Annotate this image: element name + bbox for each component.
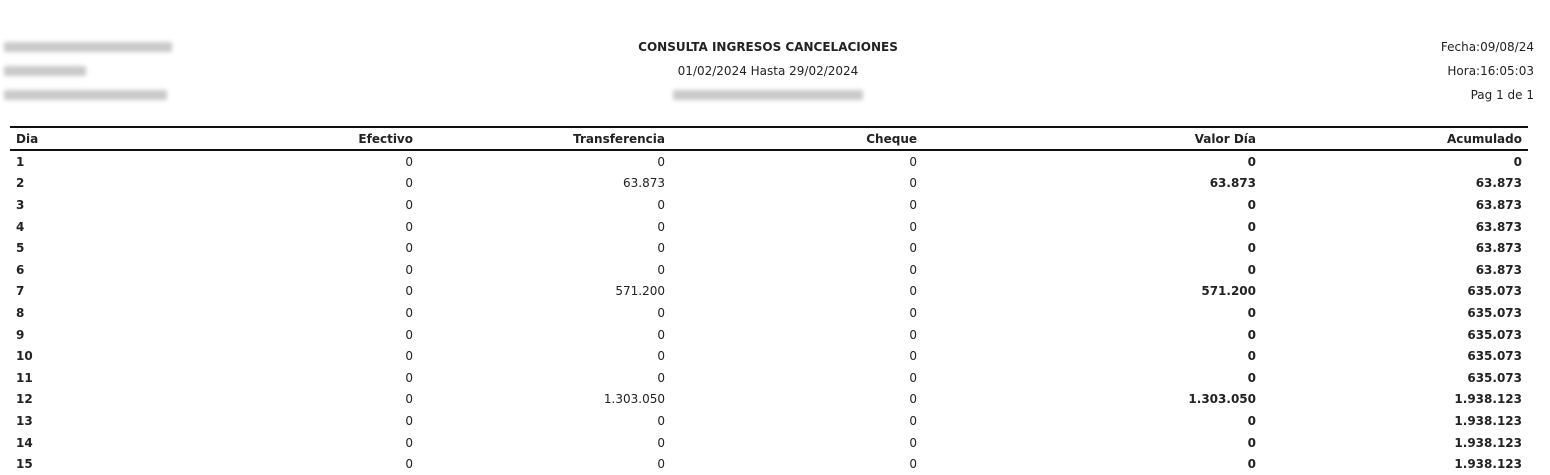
cell-transferencia: 571.200 <box>615 284 665 299</box>
cell-transferencia: 0 <box>657 413 665 428</box>
cell-dia: 6 <box>16 262 25 277</box>
cell-acumulado: 63.873 <box>1475 176 1522 191</box>
table-row <box>10 281 1528 303</box>
cell-efectivo: 0 <box>405 305 413 320</box>
report-time: Hora:16:05:03 <box>1447 64 1534 78</box>
cell-transferencia: 0 <box>657 262 665 277</box>
cell-valor-dia: 571.200 <box>1201 284 1256 299</box>
cell-dia: 15 <box>16 457 33 472</box>
cell-acumulado: 63.873 <box>1475 219 1522 234</box>
table-row <box>10 173 1528 195</box>
cell-cheque: 0 <box>909 284 917 299</box>
cell-valor-dia: 0 <box>1247 241 1256 256</box>
cell-efectivo: 0 <box>405 262 413 277</box>
cell-cheque: 0 <box>909 305 917 320</box>
cell-transferencia: 0 <box>657 457 665 472</box>
redacted-report-subtitle <box>673 90 863 100</box>
cell-cheque: 0 <box>909 370 917 385</box>
cell-transferencia: 0 <box>657 219 665 234</box>
cell-valor-dia: 63.873 <box>1209 176 1256 191</box>
cell-acumulado: 635.073 <box>1467 284 1522 299</box>
cell-cheque: 0 <box>909 219 917 234</box>
cell-cheque: 0 <box>909 349 917 364</box>
table-header-row <box>10 127 1528 150</box>
cell-efectivo: 0 <box>405 349 413 364</box>
cell-valor-dia: 0 <box>1247 349 1256 364</box>
cell-transferencia: 0 <box>657 197 665 212</box>
cell-cheque: 0 <box>909 327 917 342</box>
cell-acumulado: 1.938.123 <box>1454 392 1522 407</box>
cell-transferencia: 63.873 <box>623 176 665 191</box>
col-header-cheque: Cheque <box>671 127 923 150</box>
cell-dia: 8 <box>16 305 25 320</box>
col-header-acumulado: Acumulado <box>1262 127 1528 150</box>
cell-acumulado: 1.938.123 <box>1454 435 1522 450</box>
table-row <box>10 259 1528 281</box>
cell-acumulado: 63.873 <box>1475 262 1522 277</box>
cell-efectivo: 0 <box>405 176 413 191</box>
cell-dia: 12 <box>16 392 33 407</box>
cell-efectivo: 0 <box>405 154 413 169</box>
cell-cheque: 0 <box>909 392 917 407</box>
cell-efectivo: 0 <box>405 392 413 407</box>
table-row <box>10 453 1528 475</box>
cell-cheque: 0 <box>909 435 917 450</box>
table-row <box>10 324 1528 346</box>
cell-dia: 11 <box>16 370 33 385</box>
col-header-dia: Dia <box>10 127 172 150</box>
cell-efectivo: 0 <box>405 457 413 472</box>
cell-dia: 14 <box>16 435 33 450</box>
cell-cheque: 0 <box>909 154 917 169</box>
col-header-transferencia: Transferencia <box>419 127 671 150</box>
cell-acumulado: 63.873 <box>1475 197 1522 212</box>
cell-cheque: 0 <box>909 241 917 256</box>
cell-dia: 1 <box>16 154 25 169</box>
cell-acumulado: 63.873 <box>1475 241 1522 256</box>
cell-dia: 4 <box>16 219 25 234</box>
cell-efectivo: 0 <box>405 219 413 234</box>
cell-transferencia: 0 <box>657 327 665 342</box>
cell-valor-dia: 0 <box>1247 197 1256 212</box>
cell-transferencia: 0 <box>657 349 665 364</box>
cell-cheque: 0 <box>909 457 917 472</box>
report-header <box>0 0 1550 120</box>
cell-valor-dia: 0 <box>1247 327 1256 342</box>
cell-dia: 9 <box>16 327 25 342</box>
cell-transferencia: 0 <box>657 241 665 256</box>
col-header-efectivo: Efectivo <box>172 127 419 150</box>
cell-cheque: 0 <box>909 176 917 191</box>
cell-acumulado: 1.938.123 <box>1454 457 1522 472</box>
cell-valor-dia: 0 <box>1247 413 1256 428</box>
cell-efectivo: 0 <box>405 284 413 299</box>
cell-dia: 13 <box>16 413 33 428</box>
table-row <box>10 389 1528 411</box>
cell-valor-dia: 0 <box>1247 154 1256 169</box>
cell-cheque: 0 <box>909 413 917 428</box>
col-header-valor-dia: Valor Día <box>923 127 1262 150</box>
cell-dia: 10 <box>16 349 33 364</box>
cell-transferencia: 0 <box>657 370 665 385</box>
cell-valor-dia: 0 <box>1247 219 1256 234</box>
cell-efectivo: 0 <box>405 413 413 428</box>
report-date: Fecha:09/08/24 <box>1440 40 1534 54</box>
cell-efectivo: 0 <box>405 241 413 256</box>
cell-valor-dia: 1.303.050 <box>1188 392 1256 407</box>
table-row <box>10 150 1528 173</box>
cell-valor-dia: 0 <box>1247 262 1256 277</box>
cell-cheque: 0 <box>909 197 917 212</box>
cell-cheque: 0 <box>909 262 917 277</box>
cell-acumulado: 635.073 <box>1467 327 1522 342</box>
cell-acumulado: 635.073 <box>1467 349 1522 364</box>
report-title: CONSULTA INGRESOS CANCELACIONES <box>638 40 898 54</box>
cell-valor-dia: 0 <box>1247 457 1256 472</box>
page-number: Pag 1 de 1 <box>1470 88 1534 102</box>
cell-dia: 7 <box>16 284 25 299</box>
table-row <box>10 216 1528 238</box>
cell-valor-dia: 0 <box>1247 370 1256 385</box>
table-row <box>10 345 1528 367</box>
cell-transferencia: 0 <box>657 435 665 450</box>
cell-transferencia: 1.303.050 <box>603 392 665 407</box>
cell-valor-dia: 0 <box>1247 305 1256 320</box>
table-row <box>10 367 1528 389</box>
cell-transferencia: 0 <box>657 154 665 169</box>
table-row <box>10 237 1528 259</box>
table-row <box>10 410 1528 432</box>
cell-valor-dia: 0 <box>1247 435 1256 450</box>
cell-acumulado: 635.073 <box>1467 305 1522 320</box>
cell-acumulado: 635.073 <box>1467 370 1522 385</box>
report-period: 01/02/2024 Hasta 29/02/2024 <box>677 64 859 78</box>
table-row <box>10 302 1528 324</box>
cell-transferencia: 0 <box>657 305 665 320</box>
income-table <box>10 126 1528 475</box>
redacted-company-address <box>4 90 167 100</box>
cell-efectivo: 0 <box>405 197 413 212</box>
cell-dia: 3 <box>16 197 25 212</box>
cell-acumulado: 0 <box>1513 154 1522 169</box>
cell-dia: 5 <box>16 241 25 256</box>
redacted-company-id <box>4 66 86 76</box>
redacted-company-name <box>4 42 172 52</box>
cell-acumulado: 1.938.123 <box>1454 413 1522 428</box>
cell-dia: 2 <box>16 176 25 191</box>
table-body <box>10 150 1528 475</box>
cell-efectivo: 0 <box>405 435 413 450</box>
table-row <box>10 432 1528 454</box>
table-row <box>10 194 1528 216</box>
cell-efectivo: 0 <box>405 327 413 342</box>
cell-efectivo: 0 <box>405 370 413 385</box>
